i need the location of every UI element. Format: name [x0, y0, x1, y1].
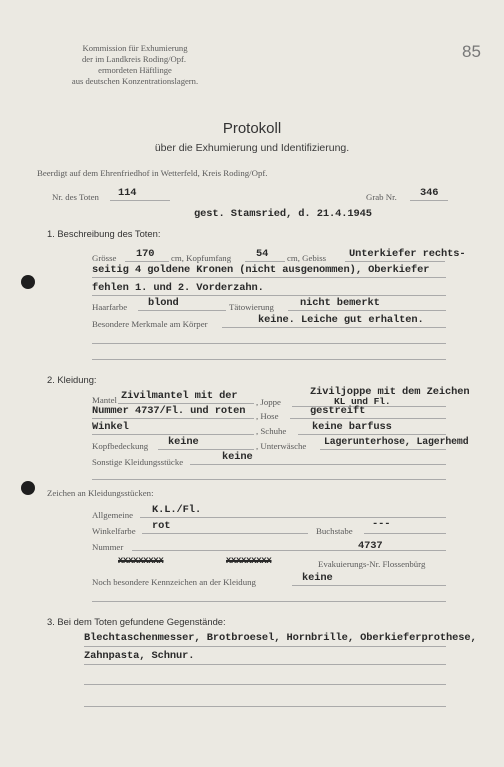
section-2-heading: 2. Kleidung: [47, 374, 97, 385]
number-label: Nummer [92, 542, 124, 552]
tattoo-label: Tätowierung [229, 302, 274, 312]
other-markings-value: keine [302, 572, 333, 584]
number-value: 4737 [358, 540, 383, 552]
death-date-place: gest. Stamsried, d. 21.4.1945 [194, 208, 372, 220]
letter-label: Buchstabe [316, 526, 353, 536]
org-line-1: Kommission für Exhumierung [82, 43, 188, 53]
org-line-4: aus deutschen Konzentrationslagern. [71, 76, 199, 86]
grave-no-value: 346 [420, 187, 439, 199]
other-clothing-value: keine [222, 451, 253, 463]
jacket-value-2: KL und Fl. [334, 396, 391, 407]
found-items-2: Zahnpasta, Schnur. [84, 650, 195, 662]
shoes-value: keine barfuss [312, 421, 392, 433]
burial-place: Beerdigt auf dem Ehrenfriedhof in Wetterfeld, Kreis Roding/Opf. [37, 168, 268, 178]
hair-value: blond [148, 297, 179, 309]
triangle-color-label: Winkelfarbe [92, 526, 136, 536]
trousers-value: gestreift [310, 405, 366, 417]
section-3-heading: 3. Bei dem Toten gefundene Gegenstände: [47, 616, 226, 627]
general-label: Allgemeine [92, 510, 134, 520]
tattoo-value: nicht bemerkt [300, 297, 380, 309]
coat-value-2: Nummer 4737/Fl. und roten [92, 405, 246, 417]
dead-no-value: 114 [118, 187, 137, 199]
page-number: 85 [462, 42, 481, 61]
struck-out-field-2: XXXXXXXXX [226, 556, 272, 566]
shoes-label: , Schuhe [256, 426, 287, 436]
grave-no-label: Grab Nr. [366, 192, 397, 202]
height-unit: cm, Kopfumfang [171, 253, 232, 263]
teeth-value-2: seitig 4 goldene Kronen (nicht ausgenommen), Oberkiefer [92, 264, 430, 276]
evacuation-no-label: Evakuierungs-Nr. Flossenbürg [318, 559, 426, 569]
section-1-heading: 1. Beschreibung des Toten: [47, 228, 161, 239]
document-subtitle: über die Exhumierung und Identifizierung. [154, 142, 350, 154]
general-value: K.L./Fl. [152, 504, 202, 516]
height-value: 170 [136, 248, 155, 260]
height-label: Grösse [92, 253, 117, 263]
marks-label: Besondere Merkmale am Körper [92, 319, 208, 329]
jacket-value-1: Ziviljoppe mit dem Zeichen [310, 386, 470, 398]
jacket-label: , Joppe [256, 397, 281, 407]
underwear-label: , Unterwäsche [256, 441, 307, 451]
triangle-color-value: rot [152, 520, 171, 532]
coat-value-3: Winkel [92, 421, 129, 433]
other-clothing-label: Sonstige Kleidungsstücke [92, 457, 184, 467]
markings-heading: Zeichen an Kleidungsstücken: [47, 488, 154, 498]
marks-value: keine. Leiche gut erhalten. [258, 314, 424, 326]
head-value: 54 [256, 248, 269, 260]
punch-hole-top [21, 275, 35, 289]
struck-out-field-1: XXXXXXXXX [118, 556, 164, 566]
org-line-3: ermordeten Häftlinge [98, 65, 172, 75]
headwear-label: Kopfbedeckung [92, 441, 149, 451]
coat-label: Mantel [92, 395, 117, 405]
teeth-value-1: Unterkiefer rechts- [349, 248, 466, 260]
coat-value-1: Zivilmantel mit der [121, 390, 238, 402]
other-markings-label: Noch besondere Kennzeichen an der Kleidung [92, 577, 256, 587]
teeth-label: cm, Gebiss [287, 253, 327, 263]
teeth-value-3: fehlen 1. und 2. Vorderzahn. [92, 282, 264, 294]
dead-no-label: Nr. des Toten [52, 192, 99, 202]
punch-hole-bottom [21, 481, 35, 495]
letter-value: --- [372, 518, 391, 530]
underwear-value: Lagerunterhose, Lagerhemd [324, 436, 469, 447]
org-line-2: der im Landkreis Roding/Opf. [81, 54, 187, 64]
headwear-value: keine [168, 436, 199, 448]
trousers-label: , Hose [256, 411, 279, 421]
found-items-1: Blechtaschenmesser, Brotbroesel, Hornbrille, Oberkieferprothese, [84, 632, 477, 644]
hair-label: Haarfarbe [92, 302, 128, 312]
document-title: Protokoll [222, 120, 282, 137]
